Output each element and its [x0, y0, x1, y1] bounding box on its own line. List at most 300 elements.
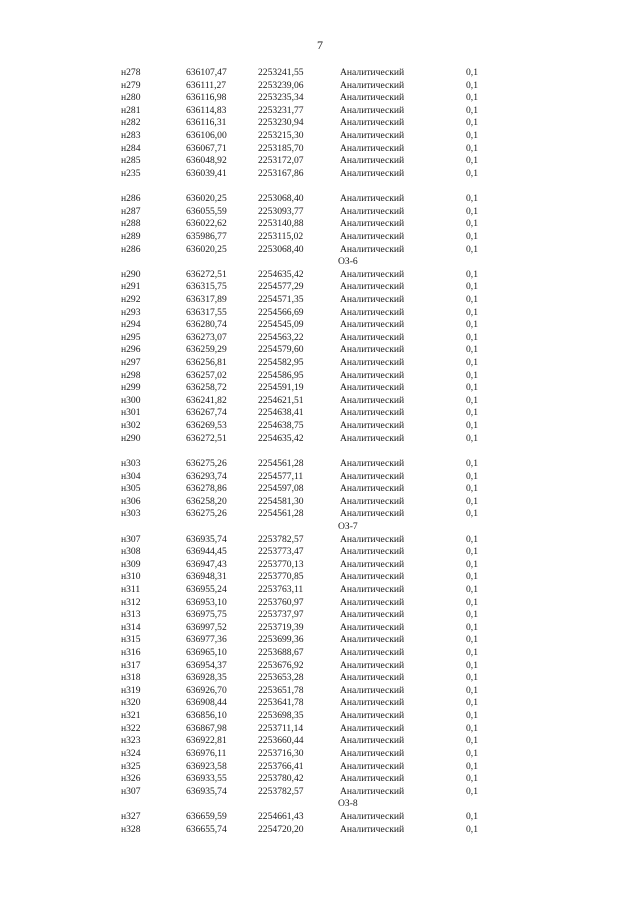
table-row	[0, 584, 640, 597]
point-id: н303	[121, 508, 141, 520]
y-coordinate: 2253653,28	[258, 672, 304, 684]
method-cell: Аналитический	[340, 558, 405, 570]
point-id: н293	[121, 306, 141, 318]
table-row	[0, 773, 640, 786]
x-coordinate: 636933,55	[186, 773, 227, 785]
method-cell: Аналитический	[340, 697, 405, 709]
y-coordinate: 2253737,97	[258, 609, 304, 621]
point-id: н299	[121, 382, 141, 394]
point-id: н298	[121, 369, 141, 381]
precision-cell: 0,1	[466, 155, 478, 167]
x-coordinate: 636928,35	[186, 672, 227, 684]
point-id: н288	[121, 218, 141, 230]
point-id: н316	[121, 647, 141, 659]
table-row	[0, 597, 640, 610]
precision-cell: 0,1	[466, 810, 478, 822]
point-id: н308	[121, 546, 141, 558]
method-cell: Аналитический	[340, 457, 405, 469]
method-cell: Аналитический	[340, 357, 405, 369]
precision-cell: 0,1	[466, 533, 478, 545]
table-row	[0, 332, 640, 345]
table-row	[0, 307, 640, 320]
precision-cell: 0,1	[466, 243, 478, 255]
x-coordinate: 636067,71	[186, 142, 227, 154]
point-id: н281	[121, 104, 141, 116]
table-row	[0, 92, 640, 105]
table-row	[0, 723, 640, 736]
method-cell: Аналитический	[340, 306, 405, 318]
point-id: н323	[121, 735, 141, 747]
y-coordinate: 2254635,42	[258, 268, 304, 280]
x-coordinate: 636953,10	[186, 596, 227, 608]
y-coordinate: 2253093,77	[258, 205, 304, 217]
table-row	[0, 382, 640, 395]
table-row	[0, 748, 640, 761]
table-row	[0, 697, 640, 710]
point-id: н317	[121, 659, 141, 671]
precision-cell: 0,1	[466, 773, 478, 785]
precision-cell: 0,1	[466, 659, 478, 671]
precision-cell: 0,1	[466, 92, 478, 104]
zone-heading-row	[0, 256, 640, 269]
point-id: н322	[121, 722, 141, 734]
method-cell: Аналитический	[340, 394, 405, 406]
y-coordinate: 2253230,94	[258, 117, 304, 129]
y-coordinate: 2254597,08	[258, 483, 304, 495]
method-cell: Аналитический	[340, 710, 405, 722]
table-row	[0, 319, 640, 332]
precision-cell: 0,1	[466, 495, 478, 507]
x-coordinate: 636055,59	[186, 205, 227, 217]
method-cell: Аналитический	[340, 810, 405, 822]
y-coordinate: 2253711,14	[258, 722, 304, 734]
x-coordinate: 636257,02	[186, 369, 227, 381]
table-row	[0, 710, 640, 723]
precision-cell: 0,1	[466, 823, 478, 835]
precision-cell: 0,1	[466, 432, 478, 444]
point-id: н309	[121, 558, 141, 570]
table-row	[0, 370, 640, 383]
table-row	[0, 559, 640, 572]
method-cell: Аналитический	[340, 205, 405, 217]
point-id: н305	[121, 483, 141, 495]
point-id: н283	[121, 130, 141, 142]
x-coordinate: 636922,81	[186, 735, 227, 747]
table-row	[0, 281, 640, 294]
method-cell: Аналитический	[340, 546, 405, 558]
table-row	[0, 269, 640, 282]
method-cell: Аналитический	[340, 760, 405, 772]
precision-cell: 0,1	[466, 167, 478, 179]
precision-cell: 0,1	[466, 230, 478, 242]
y-coordinate: 2254561,28	[258, 508, 304, 520]
method-cell: Аналитический	[340, 230, 405, 242]
x-coordinate: 636867,98	[186, 722, 227, 734]
y-coordinate: 2254720,20	[258, 823, 304, 835]
table-row	[0, 634, 640, 647]
y-coordinate: 2254591,19	[258, 382, 304, 394]
zone-heading-row	[0, 521, 640, 534]
table-row	[0, 471, 640, 484]
method-cell: Аналитический	[340, 672, 405, 684]
point-id: н315	[121, 634, 141, 646]
x-coordinate: 636275,26	[186, 457, 227, 469]
table-row	[0, 672, 640, 685]
y-coordinate: 2253699,36	[258, 634, 304, 646]
point-id: н326	[121, 773, 141, 785]
x-coordinate: 636317,89	[186, 293, 227, 305]
point-id: н313	[121, 609, 141, 621]
x-coordinate: 636111,27	[186, 79, 227, 91]
y-coordinate: 2254545,09	[258, 319, 304, 331]
precision-cell: 0,1	[466, 382, 478, 394]
precision-cell: 0,1	[466, 344, 478, 356]
point-id: н292	[121, 293, 141, 305]
method-cell: Аналитический	[340, 495, 405, 507]
zone-heading-row	[0, 798, 640, 811]
precision-cell: 0,1	[466, 647, 478, 659]
x-coordinate: 636116,31	[186, 117, 227, 129]
precision-cell: 0,1	[466, 420, 478, 432]
method-cell: Аналитический	[340, 621, 405, 633]
table-row	[0, 546, 640, 559]
point-id: н284	[121, 142, 141, 154]
method-cell: Аналитический	[340, 193, 405, 205]
x-coordinate: 636997,52	[186, 621, 227, 633]
point-id: н297	[121, 357, 141, 369]
table-row	[0, 395, 640, 408]
x-coordinate: 636954,37	[186, 659, 227, 671]
method-cell: Аналитический	[340, 79, 405, 91]
y-coordinate: 2253651,78	[258, 684, 304, 696]
y-coordinate: 2254638,41	[258, 407, 304, 419]
method-cell: Аналитический	[340, 331, 405, 343]
precision-cell: 0,1	[466, 735, 478, 747]
coordinates-table	[0, 67, 640, 836]
method-cell: Аналитический	[340, 243, 405, 255]
x-coordinate: 636272,51	[186, 432, 227, 444]
table-row	[0, 294, 640, 307]
table-row	[0, 155, 640, 168]
y-coordinate: 2253688,67	[258, 647, 304, 659]
method-cell: Аналитический	[340, 382, 405, 394]
table-row	[0, 231, 640, 244]
y-coordinate: 2253660,44	[258, 735, 304, 747]
point-id: н294	[121, 319, 141, 331]
y-coordinate: 2253780,42	[258, 773, 304, 785]
precision-cell: 0,1	[466, 79, 478, 91]
method-cell: Аналитический	[340, 420, 405, 432]
method-cell: Аналитический	[340, 155, 405, 167]
method-cell: Аналитический	[340, 533, 405, 545]
precision-cell: 0,1	[466, 483, 478, 495]
y-coordinate: 2253140,88	[258, 218, 304, 230]
method-cell: Аналитический	[340, 104, 405, 116]
point-id: н318	[121, 672, 141, 684]
x-coordinate: 636269,53	[186, 420, 227, 432]
point-id: н324	[121, 747, 141, 759]
table-row	[0, 761, 640, 774]
x-coordinate: 636655,74	[186, 823, 227, 835]
y-coordinate: 2254571,35	[258, 293, 304, 305]
precision-cell: 0,1	[466, 117, 478, 129]
method-cell: Аналитический	[340, 684, 405, 696]
precision-cell: 0,1	[466, 281, 478, 293]
precision-cell: 0,1	[466, 193, 478, 205]
table-row	[0, 420, 640, 433]
x-coordinate: 636947,43	[186, 558, 227, 570]
precision-cell: 0,1	[466, 596, 478, 608]
y-coordinate: 2254586,95	[258, 369, 304, 381]
x-coordinate: 636267,74	[186, 407, 227, 419]
precision-cell: 0,1	[466, 331, 478, 343]
y-coordinate: 2253068,40	[258, 243, 304, 255]
x-coordinate: 636293,74	[186, 470, 227, 482]
precision-cell: 0,1	[466, 369, 478, 381]
y-coordinate: 2253167,86	[258, 167, 304, 179]
precision-cell: 0,1	[466, 457, 478, 469]
x-coordinate: 636039,41	[186, 167, 227, 179]
method-cell: Аналитический	[340, 432, 405, 444]
precision-cell: 0,1	[466, 104, 478, 116]
method-cell: Аналитический	[340, 722, 405, 734]
method-cell: Аналитический	[340, 571, 405, 583]
precision-cell: 0,1	[466, 357, 478, 369]
point-id: н278	[121, 67, 141, 78]
point-id: н235	[121, 167, 141, 179]
point-id: н290	[121, 268, 141, 280]
precision-cell: 0,1	[466, 470, 478, 482]
point-id: н307	[121, 785, 141, 797]
x-coordinate: 636241,82	[186, 394, 227, 406]
y-coordinate: 2253235,34	[258, 92, 304, 104]
y-coordinate: 2253241,55	[258, 67, 304, 78]
zone-label: ОЗ-7	[338, 520, 358, 532]
y-coordinate: 2254566,69	[258, 306, 304, 318]
method-cell: Аналитический	[340, 369, 405, 381]
y-coordinate: 2253239,06	[258, 79, 304, 91]
page-number: 7	[317, 38, 323, 52]
x-coordinate: 636926,70	[186, 684, 227, 696]
precision-cell: 0,1	[466, 407, 478, 419]
table-row	[0, 344, 640, 357]
point-id: н300	[121, 394, 141, 406]
point-id: н279	[121, 79, 141, 91]
x-coordinate: 636280,74	[186, 319, 227, 331]
y-coordinate: 2253172,07	[258, 155, 304, 167]
table-row	[0, 660, 640, 673]
x-coordinate: 636273,07	[186, 331, 227, 343]
method-cell: Аналитический	[340, 634, 405, 646]
y-coordinate: 2253760,97	[258, 596, 304, 608]
precision-cell: 0,1	[466, 293, 478, 305]
point-id: н287	[121, 205, 141, 217]
point-id: н301	[121, 407, 141, 419]
y-coordinate: 2253231,77	[258, 104, 304, 116]
method-cell: Аналитический	[340, 583, 405, 595]
precision-cell: 0,1	[466, 546, 478, 558]
x-coordinate: 636935,74	[186, 533, 227, 545]
point-id: н310	[121, 571, 141, 583]
point-id: н311	[121, 583, 141, 595]
precision-cell: 0,1	[466, 67, 478, 78]
point-id: н314	[121, 621, 141, 633]
method-cell: Аналитический	[340, 483, 405, 495]
blank-row	[0, 445, 640, 458]
method-cell: Аналитический	[340, 785, 405, 797]
table-row	[0, 433, 640, 446]
point-id: н321	[121, 710, 141, 722]
point-id: н296	[121, 344, 141, 356]
precision-cell: 0,1	[466, 130, 478, 142]
y-coordinate: 2253770,13	[258, 558, 304, 570]
precision-cell: 0,1	[466, 571, 478, 583]
y-coordinate: 2253773,47	[258, 546, 304, 558]
blank-row	[0, 180, 640, 193]
precision-cell: 0,1	[466, 747, 478, 759]
table-row	[0, 571, 640, 584]
x-coordinate: 636977,36	[186, 634, 227, 646]
method-cell: Аналитический	[340, 218, 405, 230]
y-coordinate: 2254581,30	[258, 495, 304, 507]
table-row	[0, 824, 640, 837]
y-coordinate: 2254635,42	[258, 432, 304, 444]
method-cell: Аналитический	[340, 407, 405, 419]
table-row	[0, 206, 640, 219]
precision-cell: 0,1	[466, 621, 478, 633]
method-cell: Аналитический	[340, 609, 405, 621]
x-coordinate: 636256,81	[186, 357, 227, 369]
point-id: н290	[121, 432, 141, 444]
method-cell: Аналитический	[340, 823, 405, 835]
y-coordinate: 2253676,92	[258, 659, 304, 671]
x-coordinate: 636020,25	[186, 193, 227, 205]
y-coordinate: 2253770,85	[258, 571, 304, 583]
precision-cell: 0,1	[466, 306, 478, 318]
method-cell: Аналитический	[340, 142, 405, 154]
y-coordinate: 2254563,22	[258, 331, 304, 343]
method-cell: Аналитический	[340, 268, 405, 280]
x-coordinate: 636923,58	[186, 760, 227, 772]
table-row	[0, 80, 640, 93]
y-coordinate: 2253185,70	[258, 142, 304, 154]
table-row	[0, 67, 640, 80]
table-row	[0, 483, 640, 496]
method-cell: Аналитический	[340, 773, 405, 785]
y-coordinate: 2254582,95	[258, 357, 304, 369]
y-coordinate: 2253068,40	[258, 193, 304, 205]
x-coordinate: 636659,59	[186, 810, 227, 822]
precision-cell: 0,1	[466, 142, 478, 154]
method-cell: Аналитический	[340, 117, 405, 129]
table-row	[0, 143, 640, 156]
x-coordinate: 636258,72	[186, 382, 227, 394]
point-id: н286	[121, 243, 141, 255]
x-coordinate: 636116,98	[186, 92, 227, 104]
table-row	[0, 811, 640, 824]
x-coordinate: 636275,26	[186, 508, 227, 520]
table-row	[0, 534, 640, 547]
table-row	[0, 647, 640, 660]
x-coordinate: 636944,45	[186, 546, 227, 558]
y-coordinate: 2253115,02	[258, 230, 304, 242]
table-row	[0, 130, 640, 143]
y-coordinate: 2254561,28	[258, 457, 304, 469]
y-coordinate: 2254661,43	[258, 810, 304, 822]
method-cell: Аналитический	[340, 747, 405, 759]
x-coordinate: 636975,75	[186, 609, 227, 621]
precision-cell: 0,1	[466, 609, 478, 621]
point-id: н280	[121, 92, 141, 104]
y-coordinate: 2254577,29	[258, 281, 304, 293]
table-row	[0, 218, 640, 231]
x-coordinate: 636259,29	[186, 344, 227, 356]
table-row	[0, 407, 640, 420]
precision-cell: 0,1	[466, 722, 478, 734]
precision-cell: 0,1	[466, 672, 478, 684]
x-coordinate: 636020,25	[186, 243, 227, 255]
precision-cell: 0,1	[466, 205, 478, 217]
y-coordinate: 2253716,30	[258, 747, 304, 759]
precision-cell: 0,1	[466, 319, 478, 331]
method-cell: Аналитический	[340, 92, 405, 104]
point-id: н295	[121, 331, 141, 343]
x-coordinate: 636856,10	[186, 710, 227, 722]
x-coordinate: 636948,31	[186, 571, 227, 583]
precision-cell: 0,1	[466, 218, 478, 230]
x-coordinate: 636955,24	[186, 583, 227, 595]
point-id: н291	[121, 281, 141, 293]
precision-cell: 0,1	[466, 785, 478, 797]
table-row	[0, 244, 640, 257]
precision-cell: 0,1	[466, 710, 478, 722]
x-coordinate: 635986,77	[186, 230, 227, 242]
point-id: н307	[121, 533, 141, 545]
method-cell: Аналитический	[340, 508, 405, 520]
point-id: н327	[121, 810, 141, 822]
precision-cell: 0,1	[466, 508, 478, 520]
table-row	[0, 193, 640, 206]
point-id: н319	[121, 684, 141, 696]
method-cell: Аналитический	[340, 344, 405, 356]
table-row	[0, 735, 640, 748]
y-coordinate: 2254579,60	[258, 344, 304, 356]
point-id: н303	[121, 457, 141, 469]
point-id: н304	[121, 470, 141, 482]
precision-cell: 0,1	[466, 268, 478, 280]
point-id: н282	[121, 117, 141, 129]
y-coordinate: 2253698,35	[258, 710, 304, 722]
x-coordinate: 636278,86	[186, 483, 227, 495]
y-coordinate: 2253763,11	[258, 583, 304, 595]
precision-cell: 0,1	[466, 684, 478, 696]
point-id: н285	[121, 155, 141, 167]
y-coordinate: 2254638,75	[258, 420, 304, 432]
x-coordinate: 636114,83	[186, 104, 227, 116]
precision-cell: 0,1	[466, 394, 478, 406]
y-coordinate: 2253782,57	[258, 533, 304, 545]
table-row	[0, 622, 640, 635]
x-coordinate: 636106,00	[186, 130, 227, 142]
point-id: н286	[121, 193, 141, 205]
zone-label: ОЗ-8	[338, 798, 358, 810]
y-coordinate: 2253641,78	[258, 697, 304, 709]
point-id: н306	[121, 495, 141, 507]
table-row	[0, 496, 640, 509]
precision-cell: 0,1	[466, 760, 478, 772]
y-coordinate: 2253215,30	[258, 130, 304, 142]
table-row	[0, 105, 640, 118]
